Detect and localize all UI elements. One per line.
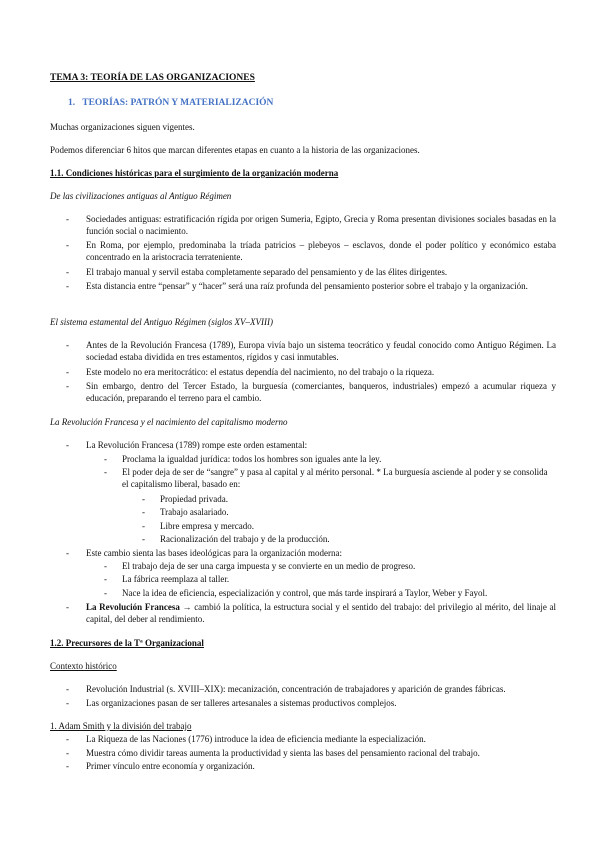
list-bullet: - bbox=[66, 340, 69, 350]
subsublist-bullet: - bbox=[142, 534, 145, 544]
list-item: Revolución Industrial (s. XVIII–XIX): mecanización, concentración de trabajadores y aparición de grandes fábricas. bbox=[86, 684, 506, 694]
subsection-heading-1-2: 1.2. Precursores de la Tª Organizacional bbox=[50, 638, 204, 648]
list-bullet: - bbox=[66, 602, 69, 612]
topic-heading-ancien-regime: El sistema estamental del Antiguo Régimen (siglos XV–XVIII) bbox=[50, 317, 274, 327]
list-bullet: - bbox=[66, 698, 69, 708]
sublist-item: Proclama la igualdad jurídica: todos los hombres son iguales ante la ley. bbox=[122, 454, 382, 464]
list-bullet: - bbox=[66, 548, 69, 558]
section-heading-1: 1. TEORÍAS: PATRÓN Y MATERIALIZACIÓN bbox=[68, 98, 274, 108]
list-bullet: - bbox=[66, 748, 69, 758]
list-item: Esta distancia entre “pensar” y “hacer” será una raíz profunda del pensamiento posterior sobre el trabajo y la organización. bbox=[86, 281, 528, 291]
sublist-bullet: - bbox=[104, 574, 107, 584]
subsection-heading-1-1: 1.1. Condiciones históricas para el surgimiento de la organización moderna bbox=[50, 168, 339, 178]
list-item: Sin embargo, dentro del Tercer Estado, la burguesía (comerciantes, banqueros, industriales) empezó a acumular riqueza y educación, preparando el terreno para el cambio. bbox=[86, 381, 556, 403]
sublist-bullet: - bbox=[104, 588, 107, 598]
subsublist-bullet: - bbox=[142, 494, 145, 504]
subsublist-item: Trabajo asalariado. bbox=[160, 507, 229, 517]
intro-paragraph-1: Muchas organizaciones siguen vigentes. bbox=[50, 122, 195, 132]
list-item: Primer vínculo entre economía y organización. bbox=[86, 761, 255, 771]
subsublist-item: Propiedad privada. bbox=[160, 494, 228, 504]
list-item: Este modelo no era meritocrático: el estatus dependía del nacimiento, no del trabajo o la riqueza. bbox=[86, 367, 435, 377]
adam-smith-heading: 1. Adam Smith y la división del trabajo bbox=[50, 721, 192, 731]
list-bullet: - bbox=[66, 734, 69, 744]
bold-phrase: La Revolución Francesa bbox=[86, 602, 180, 612]
sublist-item: El trabajo deja de ser una carga impuesta y se convierte en un medio de progreso. bbox=[122, 561, 416, 571]
list-item: Este cambio sienta las bases ideológicas para la organización moderna: bbox=[86, 548, 342, 558]
subsublist-bullet: - bbox=[142, 507, 145, 517]
sublist-item: La fábrica reemplaza al taller. bbox=[122, 574, 230, 584]
list-bullet: - bbox=[66, 684, 69, 694]
intro-paragraph-2: Podemos diferenciar 6 hitos que marcan diferentes etapas en cuanto a la historia de las organizaciones. bbox=[50, 145, 420, 155]
list-bullet: - bbox=[66, 240, 69, 250]
sublist-bullet: - bbox=[104, 454, 107, 464]
list-bullet: - bbox=[66, 761, 69, 771]
topic-heading-french-revolution: La Revolución Francesa y el nacimiento del capitalismo moderno bbox=[50, 417, 288, 427]
context-heading: Contexto histórico bbox=[50, 661, 117, 671]
sublist-bullet: - bbox=[104, 561, 107, 571]
subsublist-item: Racionalización del trabajo y de la producción. bbox=[160, 534, 330, 544]
list-item: La Riqueza de las Naciones (1776) introduce la idea de eficiencia mediante la especialización. bbox=[86, 734, 426, 744]
document-title: TEMA 3: TEORÍA DE LAS ORGANIZACIONES bbox=[50, 73, 255, 83]
subsublist-item: Libre empresa y mercado. bbox=[160, 521, 254, 531]
list-item: Sociedades antiguas: estratificación rígida por origen Sumeria, Egipto, Grecia y Roma presentan divisiones sociales basadas en la función social o nacimiento. bbox=[86, 214, 556, 236]
sublist-item: Nace la idea de eficiencia, especialización y control, que más tarde inspirará a Taylor, Weber y Fayol. bbox=[122, 588, 488, 598]
list-item: Las organizaciones pasan de ser talleres artesanales a sistemas productivos complejos. bbox=[86, 698, 397, 708]
list-bullet: - bbox=[66, 381, 69, 391]
list-bullet: - bbox=[66, 281, 69, 291]
list-item-conclusion bbox=[86, 601, 556, 625]
topic-heading-antiquity: De las civilizaciones antiguas al Antiguo Régimen bbox=[50, 191, 232, 201]
list-bullet: - bbox=[66, 267, 69, 277]
list-bullet: - bbox=[66, 440, 69, 450]
sublist-bullet: - bbox=[104, 467, 107, 477]
list-item: La Revolución Francesa (1789) rompe este orden estamental: bbox=[86, 440, 308, 450]
sublist-item: El poder deja de ser de “sangre” y pasa al capital y al mérito personal. * La burguesía asciende al poder y se consolida el capitalismo liberal, basado en: bbox=[122, 467, 548, 489]
list-bullet: - bbox=[66, 214, 69, 224]
subsublist-bullet: - bbox=[142, 521, 145, 531]
list-item: Muestra cómo dividir tareas aumenta la productividad y sienta las bases del pensamiento racional del trabajo. bbox=[86, 748, 480, 758]
conclusion-text: → cambió la política, la estructura social y el sentido del trabajo: del privilegio al mérito, del linaje al capital, del deber al rendimiento. bbox=[86, 602, 556, 624]
list-item: En Roma, por ejemplo, predominaba la tríada patricios – plebeyos – esclavos, donde el poder político y económico estaba concentrado en la aristocracia terrateniente. bbox=[86, 240, 556, 262]
list-bullet: - bbox=[66, 367, 69, 377]
list-item: El trabajo manual y servil estaba completamente separado del pensamiento y de las élites dirigentes. bbox=[86, 267, 448, 277]
list-item: Antes de la Revolución Francesa (1789), Europa vivía bajo un sistema teocrático y feudal conocido como Antiguo Régimen. La sociedad estaba dividida en tres estamentos, rígidos y casi inmutables. bbox=[86, 340, 556, 362]
